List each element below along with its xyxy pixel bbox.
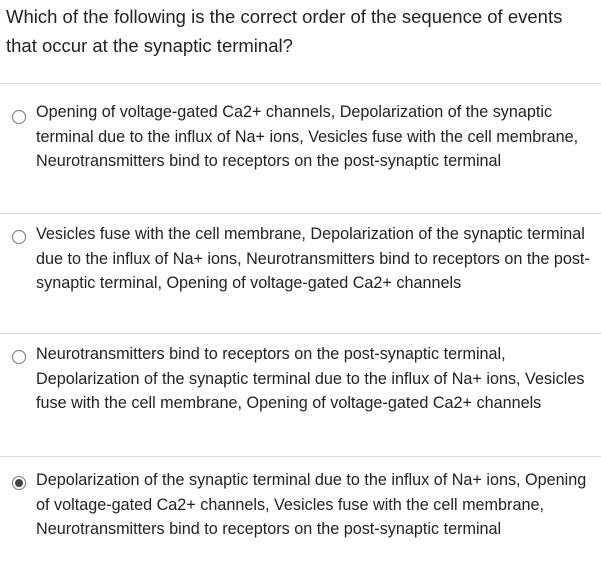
answer-option-3-label: Neurotransmitters bind to receptors on the post-synaptic terminal, Depolarization of the synaptic terminal due to the influx of Na+ ions, Vesicles fuse with the cell membrane, Opening of voltage-gated Ca2+ channels	[36, 345, 585, 412]
answer-options	[0, 83, 601, 576]
answer-option-4-label: Depolarization of the synaptic terminal due to the influx of Na+ ions, Opening of voltage-gated Ca2+ channels, Vesicles fuse with the cell membrane, Neurotransmitters bind to receptors on the post-synaptic terminal	[36, 471, 587, 538]
radio-button-2[interactable]	[12, 230, 26, 244]
answer-option-1-label: Opening of voltage-gated Ca2+ channels, Depolarization of the synaptic terminal due to the influx of Na+ ions, Vesicles fuse with the cell membrane, Neurotransmitters bind to receptors on the post-synaptic terminal	[36, 103, 579, 170]
radio-button-1[interactable]	[12, 110, 26, 124]
radio-button-3[interactable]	[12, 350, 26, 364]
answer-option-2[interactable]	[0, 213, 601, 333]
answer-option-3[interactable]	[0, 333, 601, 456]
answer-option-4[interactable]	[0, 456, 601, 576]
radio-button-4[interactable]	[12, 476, 26, 490]
answer-option-1[interactable]	[0, 83, 601, 213]
answer-option-2-label: Vesicles fuse with the cell membrane, Depolarization of the synaptic terminal due to the influx of Na+ ions, Neurotransmitters bind to receptors on the post-synaptic terminal, Opening of voltage-gated Ca2+ channels	[36, 225, 590, 292]
question-text: Which of the following is the correct order of the sequence of events that occur at the synaptic terminal?	[6, 6, 563, 56]
